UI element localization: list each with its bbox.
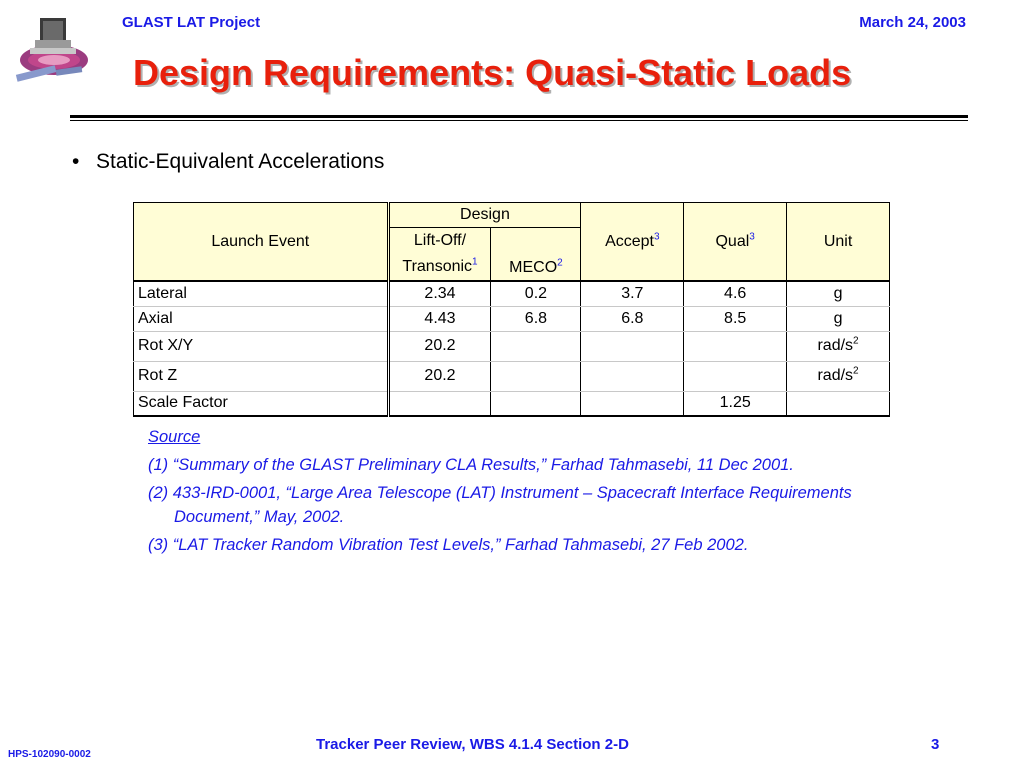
table-row: [134, 391, 890, 416]
source-notes: [148, 428, 888, 561]
cell-accept: 6.8: [581, 306, 684, 331]
footer-title: Tracker Peer Review, WBS 4.1.4 Section 2-D: [316, 736, 629, 753]
bullet-dot: •: [72, 150, 80, 173]
acceleration-table: [133, 202, 890, 417]
cell-liftoff: 2.34: [388, 281, 491, 306]
header-accept: Accept$^3$: [581, 203, 684, 282]
cell-unit: rad/$s^2$: [787, 361, 890, 391]
source-heading: Source: [148, 428, 201, 446]
cell-unit: [787, 391, 890, 416]
header-row: [134, 203, 890, 228]
bullet-text: Static-Equivalent Accelerations: [96, 150, 385, 173]
presentation-date: March 24, 2003: [859, 14, 966, 31]
qual-ref: 3: [749, 231, 755, 243]
bullet-item: [72, 150, 384, 174]
source-note: (2) 433-IRD-0001, “Large Area Telescope (LAT) Instrument – Spacecraft Interface Requirements Document,” May, 2002.: [148, 484, 852, 526]
page-number: 3: [931, 736, 940, 753]
cell-liftoff: 20.2: [388, 361, 491, 391]
cell-liftoff: [388, 391, 491, 416]
row-event: Lateral: [134, 281, 389, 306]
cell-unit: g: [787, 281, 890, 306]
source-note: (1) “Summary of the GLAST Preliminary CLA Results,” Farhad Tahmasebi, 11 Dec 2001.: [148, 456, 794, 474]
cell-accept: [581, 361, 684, 391]
header-design: Design: [388, 203, 581, 228]
row-event: Axial: [134, 306, 389, 331]
table-row: [134, 281, 890, 306]
header-qual: Qual$^3$: [684, 203, 787, 282]
slide-title: Design Requirements: Quasi-Static Loads: [133, 52, 852, 93]
cell-qual: [684, 361, 787, 391]
cell-meco: [491, 361, 581, 391]
cell-qual: 8.5: [684, 306, 787, 331]
cell-unit: g: [787, 306, 890, 331]
document-id: HPS-102090-0002: [8, 749, 91, 760]
accept-ref: 3: [653, 231, 660, 243]
project-name: GLAST LAT Project: [122, 14, 261, 31]
cell-meco: 6.8: [491, 306, 581, 331]
header-liftoff: Lift-Off/ Transonic$^1$: [388, 228, 491, 282]
table-row: [134, 331, 890, 361]
header-launch-event: Launch Event: [134, 203, 389, 282]
liftoff-ref: 1: [472, 256, 478, 268]
meco-ref: 2: [557, 257, 563, 269]
cell-meco: 0.2: [491, 281, 581, 306]
header-unit: Unit: [787, 203, 890, 282]
row-event: Rot Z: [134, 361, 389, 391]
cell-liftoff: 20.2: [388, 331, 491, 361]
cell-accept: [581, 331, 684, 361]
table-row: [134, 306, 890, 331]
cell-qual: 4.6: [684, 281, 787, 306]
row-event: Scale Factor: [134, 391, 389, 416]
cell-unit: rad/$s^2$: [787, 331, 890, 361]
header-meco: MECO$^2$: [491, 228, 581, 282]
cell-accept: 3.7: [581, 281, 684, 306]
cell-qual: [684, 331, 787, 361]
cell-liftoff: 4.43: [388, 306, 491, 331]
cell-qual: 1.25: [684, 391, 787, 416]
glast-logo-icon: [10, 10, 110, 88]
row-event: Rot X/Y: [134, 331, 389, 361]
cell-accept: [581, 391, 684, 416]
table-row: [134, 361, 890, 391]
title-divider-thin: [70, 120, 968, 121]
title-divider: [70, 115, 968, 118]
cell-meco: [491, 331, 581, 361]
source-note: (3) “LAT Tracker Random Vibration Test Levels,” Farhad Tahmasebi, 27 Feb 2002.: [148, 536, 749, 554]
cell-meco: [491, 391, 581, 416]
